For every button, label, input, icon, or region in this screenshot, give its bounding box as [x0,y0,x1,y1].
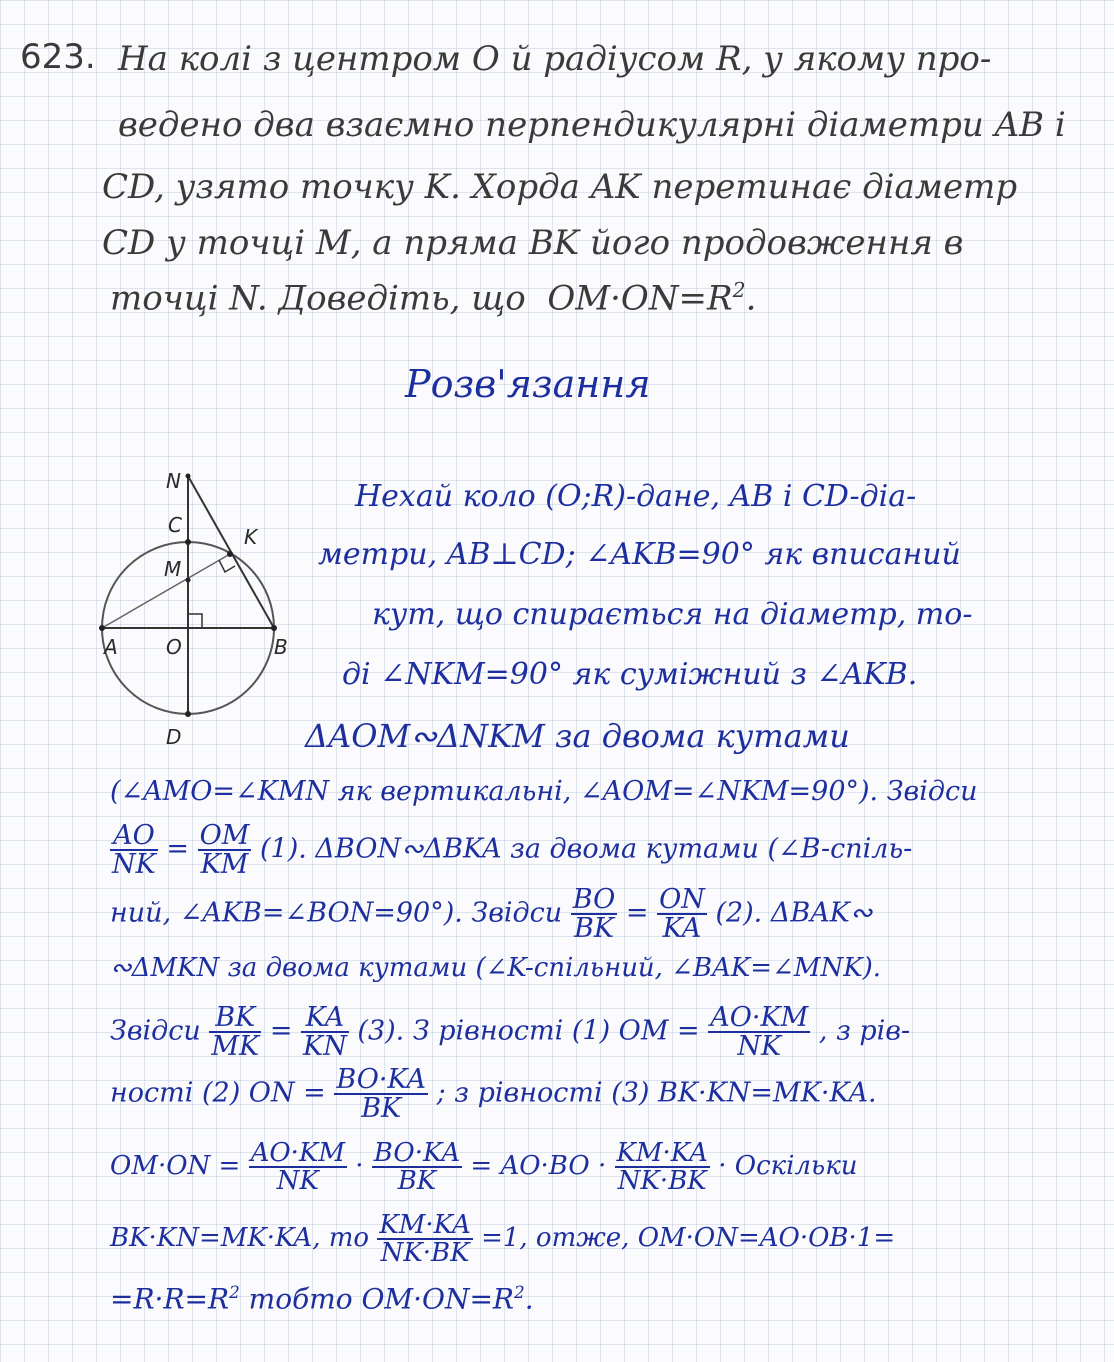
solution-line-10: Звідси $\frac{BK}{MK}$ = $\frac{KA}{KN}$ (3). З рівності (1) OM = $\frac{AO\cdot KM}{NK}$ , з рів- [110,1002,911,1062]
label-c: C [168,513,182,537]
solution-line-4: ді ∠NKM=90° як суміжний з ∠AKB. [342,657,918,692]
fraction-on-ka: $\frac{ON}{KA}$ [659,884,705,944]
point-d [185,711,191,717]
problem-line-5 [110,278,757,319]
problem-line-2: ведено два взаємно перпендикулярні діаметри AB і [118,105,1066,145]
point-k [227,551,233,557]
fraction-bo-bk: $\frac{BO}{BK}$ [572,884,616,944]
label-m: M [164,557,182,581]
fraction-bk-mk: $\frac{BK}{MK}$ [211,1002,260,1062]
fraction-ao-nk: $\frac{AO}{NK}$ [112,820,156,880]
fraction-om-km: $\frac{OM}{KM}$ [199,820,250,880]
problem-formula-end: . [745,278,757,319]
solution-line-12: OM·ON = $\frac{AO\cdot KM}{NK}$ · $\frac{BO\cdot KA}{BK}$ = AO·BO · $\frac{KM\cdot KA}{NK\cdot BK}$ · Оскільки [110,1138,858,1196]
solution-title: Розв'язання [405,362,651,406]
label-n: N [166,469,181,493]
right-angle-mark-k [219,560,235,572]
fraction-boka-bk-2: $\frac{BO\cdot KA}{BK}$ [373,1138,461,1196]
label-a: A [104,635,118,659]
problem-formula-exponent: 2 [732,278,746,302]
fraction-aokm-nk-2: $\frac{AO\cdot KM}{NK}$ [250,1138,345,1196]
problem-line-5-text: точці N. Доведіть, що [110,278,526,319]
point-n [186,474,191,479]
label-o: O [166,635,182,659]
solution-line-14: $=R\cdot R=R^2$ тобто $OM\cdot ON=R^2$. [110,1282,534,1316]
point-b [271,625,277,631]
fraction-boka-bk: $\frac{BO\cdot KA}{BK}$ [336,1064,427,1124]
right-angle-mark-o [188,614,202,628]
solution-line-9: ∾ΔMKN за двома кутами (∠K-спільний, ∠BAK=∠MNK). [110,953,882,983]
solution-line-13: BK·KN=MK·KA, то $\frac{KM\cdot KA}{NK\cdot BK}$ =1, отже, OM·ON=AO·OB·1= [110,1210,896,1268]
solution-line-2: метри, AB⊥CD; ∠AKB=90° як вписаний [318,537,961,572]
solution-line-5: ΔAOM∾ΔNKM за двома кутами [305,717,850,755]
solution-line-6: (∠AMO=∠KMN як вертикальні, ∠AOM=∠NKM=90°). Звідси [110,776,978,807]
problem-formula: OM·ON=R [547,278,733,319]
point-m [186,578,191,583]
point-a [99,625,105,631]
fraction-aokm-nk: $\frac{AO\cdot KM}{NK}$ [710,1002,809,1062]
solution-line-11: ності (2) ON = $\frac{BO\cdot KA}{BK}$ ; з рівності (3) BK·KN=MK·KA. [110,1064,877,1124]
solution-line-8: ний, ∠AKB=∠BON=90°). Звідси $\frac{BO}{BK}$ = $\frac{ON}{KA}$ (2). ΔBAK∾ [110,884,873,944]
problem-line-3: CD, узято точку K. Хорда AK перетинає діаметр [102,167,1018,207]
label-d: D [166,725,182,749]
label-k: K [244,525,258,549]
problem-number: 623. [20,37,96,77]
problem-statement [20,37,96,77]
problem-line-4: CD у точці M, а пряма BK його продовження в [102,223,964,263]
solution-line-1: Нехай коло (O;R)-дане, AB і CD-діа- [355,479,917,514]
fraction-kmka-nkbk-2: $\frac{KM\cdot KA}{NK\cdot BK}$ [379,1210,471,1268]
geometry-figure [92,462,302,762]
solution-line-3: кут, що спирається на діаметр, то- [372,597,973,632]
fraction-ka-kn: $\frac{KA}{KN}$ [303,1002,347,1062]
fraction-kmka-nkbk: $\frac{KM\cdot KA}{NK\cdot BK}$ [616,1138,708,1196]
label-b: B [274,635,288,659]
problem-line-1: На колі з центром O й радіусом R, у якому про- [118,39,992,79]
solution-line-7: $\frac{AO}{NK}$ = $\frac{OM}{KM}$ (1). ΔBON∾ΔBKA за двома кутами (∠B-спіль- [112,820,913,880]
point-c [185,539,191,545]
